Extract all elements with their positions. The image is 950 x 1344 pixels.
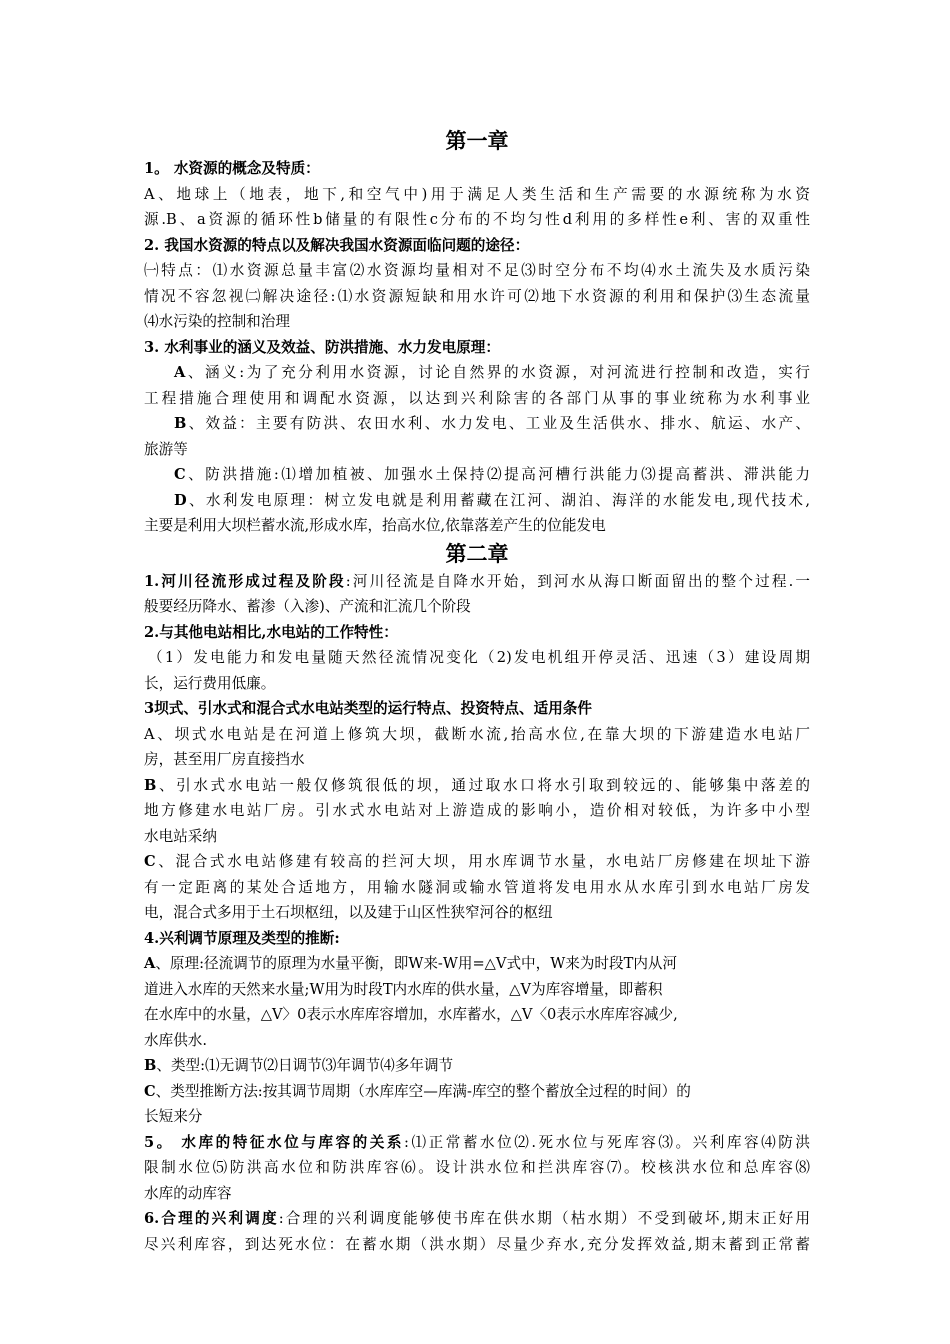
ch1-q1-heading: 1。 水资源的概念及特质： — [144, 160, 320, 177]
ch2-q4-a-text: 、原理:径流调节的原理为水量平衡，即W来-W用=△V式中，W来为时段T内从河 — [155, 955, 678, 972]
ch1-q2-heading: 2. 我国水资源的特点以及解决我国水资源面临问题的途径： — [144, 236, 530, 254]
ch2-q1-paragraph — [144, 569, 810, 595]
ch2-q6-paragraph — [144, 1206, 810, 1232]
ch2-q4-heading: 4.兴利调节原理及类型的推断: — [144, 929, 340, 947]
ch2-q5-paragraph — [144, 1130, 810, 1156]
document-page — [144, 126, 810, 1257]
ch2-q3-b-label: B — [144, 776, 157, 794]
ch2-q4-a-text: 道进入水库的天然来水量;W用为时段T内水库的供水量，△V为库容增量，即蓄积 — [144, 980, 663, 998]
ch1-q2-text: ⑷水污染的控制和治理 — [144, 313, 290, 330]
ch2-q4-a-label: A — [144, 955, 156, 972]
ch2-q3-c-paragraph — [144, 849, 810, 875]
ch2-q6-text: :合理的兴利调度能够使书库在供水期（枯水期）不受到破坏,期末正好用 — [278, 1210, 810, 1227]
ch1-q2-text: 情况不容忽视㈡解决途径:⑴水资源短缺和用水许可⑵地下水资源的利用和保护⑶生态流量 — [144, 287, 810, 305]
ch2-q3-b-text: 、引水式水电站一般仅修筑很低的坝，通过取水口将水引取到较远的、能够集中落差的 — [156, 776, 810, 794]
ch2-q4-a-text: 在水库中的水量，△V〉0表示水库库容增加，水库蓄水，△V〈0表示水库库容减少, — [144, 1006, 678, 1023]
ch1-q3-d-label: D — [174, 491, 187, 509]
chapter-1-title: 第一章 — [445, 128, 509, 153]
ch2-q3-b-text: 水电站采纳 — [144, 827, 217, 845]
ch2-q4-a-text: 水库供水. — [144, 1031, 208, 1049]
ch1-q3-c-text: 、防洪措施:⑴增加植被、加强水土保持⑵提高河槽行洪能力⑶提高蓄洪、滞洪能力 — [185, 466, 810, 483]
ch1-q2-text: ㈠特点：⑴水资源总量丰富⑵水资源均量相对不足⑶时空分布不均⑷水土流失及水质污染 — [144, 262, 810, 279]
ch1-q3-c-label: C — [174, 466, 186, 483]
ch1-q1-text: 源.B、a资源的循环性b储量的有限性c分布的不均匀性d利用的多样性e利、害的双重性 — [144, 211, 810, 228]
ch2-q4-b-label: B — [144, 1057, 157, 1074]
ch2-q5-text: 水库的动库容 — [144, 1184, 232, 1202]
ch1-q3-a-paragraph — [144, 360, 810, 386]
ch2-q3-b-paragraph — [144, 773, 810, 799]
ch2-q4-c-text: 、类型推断方法:按其调节周期（水库库空—库满-库空的整个蓄放全过程的时间）的 — [155, 1082, 691, 1100]
ch2-q2-heading: 2.与其他电站相比,水电站的工作特性： — [144, 623, 398, 641]
ch2-q6-heading: 6.合理的兴利调度 — [144, 1210, 279, 1227]
ch2-q3-a-text: 房，甚至用厂房直接挡水 — [144, 751, 305, 768]
ch1-q3-a-label: A — [174, 364, 186, 381]
ch1-q3-d-text: 、水利发电原理：树立发电就是利用蓄藏在江河、湖泊、海洋的水能发电,现代技术, — [186, 491, 810, 509]
ch2-q3-c-label: C — [144, 853, 156, 870]
ch1-q3-c-paragraph — [144, 462, 810, 488]
ch1-q1-text: A、地球上（地表，地下,和空气中)用于满足人类生活和生产需要的水源统称为水资 — [144, 185, 810, 203]
ch2-q5-text: :⑴正常蓄水位⑵.死水位与死库容⑶。兴利库容⑷防洪 — [404, 1133, 810, 1151]
ch2-q4-c-paragraph — [144, 1079, 810, 1105]
ch2-q4-b-text: 、类型:⑴无调节⑵日调节⑶年调节⑷多年调节 — [156, 1057, 454, 1074]
ch2-q3-c-text: 、混合式水电站修建有较高的拦河大坝，用水库调节水量，水电站厂房修建在坝址下游 — [155, 853, 810, 870]
ch2-q3-b-text: 地方修建水电站厂房。引水式水电站对上游造成的影响小，造价相对较低，为许多中小型 — [144, 802, 810, 819]
chapter-2-title: 第二章 — [445, 540, 509, 566]
ch1-q3-a-text: 、涵义:为了充分利用水资源，讨论自然界的水资源，对河流进行控制和改造，实行 — [185, 364, 810, 381]
ch1-q3-d-text: 主要是利用大坝栏蓄水流,形成水库，抬高水位,依靠落差产生的位能发电 — [144, 517, 606, 534]
ch1-q3-b-text: 、效益：主要有防洪、农田水利、水力发电、工业及生活供水、排水、航运、水产、 — [186, 415, 810, 432]
ch2-q1-text: 般要经历降水、蓄渗（入渗)、产流和汇流几个阶段 — [144, 598, 471, 615]
ch1-q3-d-paragraph — [144, 488, 810, 514]
ch1-q3-heading: 3. 水利事业的涵义及效益、防洪措施、水力发电原理： — [144, 338, 500, 356]
ch1-q3-b-label: B — [174, 415, 187, 432]
ch2-q3-c-text: 电，混合式多用于土石坝枢纽，以及建于山区性狭窄河谷的枢纽 — [144, 904, 553, 921]
ch1-q3-b-text: 旅游等 — [144, 440, 188, 458]
ch1-q3-a-text: 工程措施合理使用和调配水资源，以达到兴利除害的各部门从事的事业统称为水利事业 — [144, 389, 810, 407]
ch2-q3-a-text: A、坝式水电站是在河道上修筑大坝，截断水流,抬高水位,在靠大坝的下游建造水电站厂 — [144, 725, 810, 743]
ch1-q3-b-paragraph — [144, 411, 810, 437]
ch2-q4-c-label: C — [144, 1082, 156, 1100]
ch2-q4-a-paragraph — [144, 951, 810, 977]
ch2-q4-b-paragraph — [144, 1053, 810, 1079]
ch2-q2-text: 长，运行费用低廉。 — [144, 674, 276, 692]
ch2-q2-text: （1）发电能力和发电量随天然径流情况变化（2)发电机组开停灵活、迅速（3）建设周期 — [148, 649, 810, 666]
ch2-q3-c-text: 有一定距离的某处合适地方，用输水隧洞或输水管道将发电用水从水库引到水电站厂房发 — [144, 878, 810, 896]
ch2-q4-c-text: 长短来分 — [144, 1108, 203, 1125]
ch2-q5-heading: 5。 水库的特征水位与库容的关系 — [144, 1133, 405, 1151]
ch2-q3-heading: 3坝式、引水式和混合式水电站类型的运行特点、投资特点、适用条件 — [144, 700, 592, 717]
ch2-q5-text: 限制水位⑸防洪高水位和防洪库容⑹。设计洪水位和拦洪库容⑺。校核洪水位和总库容⑻ — [144, 1159, 810, 1176]
ch2-q1-heading: 1.河川径流形成过程及阶段 — [144, 572, 346, 590]
ch2-q1-text: :河川径流是自降水开始，到河水从海口断面留出的整个过程.一 — [345, 572, 810, 590]
ch2-q6-text: 尽兴利库容，到达死水位：在蓄水期（洪水期）尽量少弃水,充分发挥效益,期末蓄到正常蓄 — [144, 1235, 810, 1253]
